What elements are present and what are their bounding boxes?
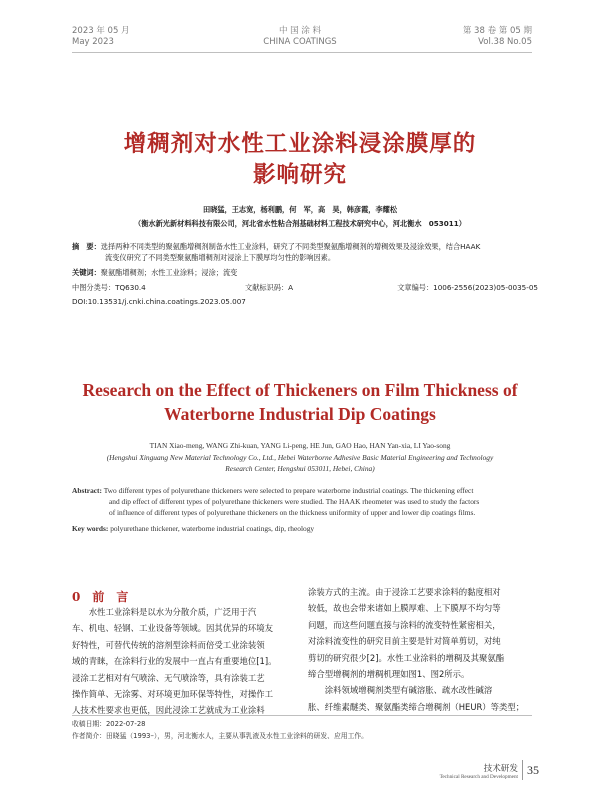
- section-heading: [72, 588, 128, 605]
- body-left-line: 域的青睐，在涂料行业的发展中一直占有重要地位[1]。: [72, 656, 277, 667]
- title-en: [0, 378, 600, 426]
- document-code: 文献标识码：A: [245, 283, 294, 292]
- received-date: 收稿日期：2022-07-28: [72, 720, 146, 728]
- footer-tag: [440, 762, 518, 780]
- section-number: 0: [72, 590, 81, 604]
- journal-name-en: CHINA COATINGS: [263, 37, 337, 47]
- abstract-en-label: Abstract:: [72, 486, 102, 495]
- body-left-line: 车、机电、轻钢、工业设备等领域。因其优异的环境友: [72, 623, 273, 634]
- page-number: 35: [527, 763, 539, 777]
- abstract-cn: [72, 241, 542, 263]
- body-column-right: [308, 584, 536, 715]
- body-left-line: 人技术性要求也更低，因此浸涂工艺就成为工业涂料: [72, 705, 265, 716]
- abstract-en-line-2: and dip effect of different types of polyurethane thickeners were studied. The HAAK rheometer was used to study the factors: [109, 497, 480, 506]
- abstract-cn-line-1: 选择两种不同类型的聚氨酯增稠剂制备水性工业涂料，研究了不同类型聚氨酯增稠剂的增稠效果及浸涂效果，结合HAAK: [100, 242, 481, 251]
- body-right-line: 对涂料流变性的研究目前主要是针对简单剪切，对纯: [308, 636, 501, 647]
- clc-number: 中图分类号：TQ630.4: [72, 283, 146, 292]
- section-title: 前 言: [92, 590, 129, 604]
- body-right-line: 涂装方式的主流。由于浸涂工艺要求涂料的黏度相对: [308, 587, 501, 597]
- abstract-en-line-3: of influence of different types of polyurethane thickeners on the thickness uniformity of upper and lower dip coatings films.: [109, 508, 476, 517]
- body-left-line: 浸涂工艺相对有气喷涂、无气喷涂等，具有涂装工艺: [72, 672, 265, 683]
- footnote-rule: [72, 715, 532, 716]
- body-right-line: 涂料领域增稠剂类型有碱溶胀、疏水改性碱溶: [308, 685, 493, 696]
- article-number: 文章编号：1006-2556(2023)05-0035-05: [397, 283, 538, 292]
- body-left-line: 水性工业涂料是以水为分散介质，广泛用于汽: [72, 607, 257, 617]
- title-cn: [0, 129, 600, 191]
- keywords-cn-text: 聚氨酯增稠剂；水性工业涂料；浸涂；流变: [100, 268, 238, 277]
- title-en-line-2: Waterborne Industrial Dip Coatings: [164, 404, 436, 424]
- header-center: [200, 26, 400, 48]
- authors-en: TIAN Xiao-meng, WANG Zhi-kuan, YANG Li-peng, HE Jun, GAO Hao, HAN Yan-xia, LI Yao-song: [149, 441, 451, 450]
- affiliation-cn: （衡水新光新材料科技有限公司，河北省水性粘合剂基础材料工程技术研究中心，河北衡水 053011）: [134, 219, 466, 228]
- keywords-cn-label: 关键词：: [72, 268, 101, 277]
- journal-name-cn: 中 国 涂 料: [278, 26, 322, 36]
- keywords-en-label: Key words:: [72, 524, 109, 533]
- header-left: [72, 26, 130, 48]
- abstract-cn-line-2: 流变仪研究了不同类型聚氨酯增稠剂对浸涂上下膜厚均匀性的影响因素。: [105, 253, 336, 262]
- header-rule: [72, 52, 532, 53]
- body-right-line: 缔合型增稠剂的增稠机理如图1、图2所示。: [308, 669, 470, 680]
- header-right: [463, 26, 532, 48]
- keywords-en: [72, 523, 314, 534]
- abstract-en: [72, 485, 542, 518]
- volume-issue-cn: 第 38 卷 第 05 期: [462, 26, 532, 36]
- header-date-cn: 2023 年 05 月: [72, 26, 130, 36]
- abstract-en-line-1: Two different types of polyurethane thickeners were selected to prepare waterborne industrial coatings. The thickening effect: [103, 486, 474, 495]
- volume-issue-en: Vol.38 No.05: [478, 37, 532, 47]
- title-en-line-1: Research on the Effect of Thickeners on Film Thickness of: [82, 380, 518, 400]
- title-cn-line-1: 增稠剂对水性工业涂料浸涂膜厚的: [123, 131, 477, 157]
- title-cn-line-2: 影响研究: [252, 162, 347, 188]
- body-left-line: 好特性，可替代传统的溶剂型涂料而倍受工业涂装领: [72, 639, 265, 650]
- affiliation-en-line-2: Research Center, Hengshui 053011, Hebei, China): [225, 464, 375, 473]
- header-date-en: May 2023: [72, 37, 114, 47]
- footer-divider: [522, 760, 523, 780]
- doi: DOI:10.13531/j.cnki.china.coatings.2023.05.007: [72, 297, 246, 306]
- footer-tag-cn: 技术研发: [483, 764, 518, 774]
- body-right-line: 剪切的研究很少[2]。水性工业涂料的增稠及其聚氨酯: [308, 652, 505, 663]
- affiliation-en-line-1: (Hengshui Xinguang New Material Technology Co., Ltd., Hebei Waterborne Adhesive Basic Material Engineering and Technology: [106, 453, 494, 462]
- body-column-left: [72, 604, 300, 719]
- body-right-line: 胀、纤维素醚类、聚氨酯类缔合增稠剂（HEUR）等类型；: [308, 701, 525, 712]
- affiliation-en: [0, 452, 600, 474]
- keywords-cn: [72, 267, 237, 278]
- body-right-line: 较低，故也会带来诸如上膜厚难、上下膜厚不均匀等: [308, 603, 501, 614]
- body-right-line: 问题，而这些问题直接与涂料的流变特性紧密相关，: [308, 619, 501, 630]
- authors-cn: 田晓猛，王志宽，杨利鹏，何 军，高 昊，韩彦霞，李耀松: [202, 205, 398, 214]
- keywords-en-text: polyurethane thickener, waterborne industrial coatings, dip, rheology: [110, 524, 315, 533]
- footer-tag-en: Technical Research and Development: [439, 774, 518, 780]
- author-bio: 作者简介：田晓猛（1993–），男，河北衡水人，主要从事乳液及水性工业涂料的研发、应用工作。: [72, 732, 368, 740]
- body-left-line: 操作简单、无涂雾、对环境更加环保等特性，对操作工: [72, 689, 273, 700]
- abstract-cn-label: 摘 要：: [72, 242, 101, 251]
